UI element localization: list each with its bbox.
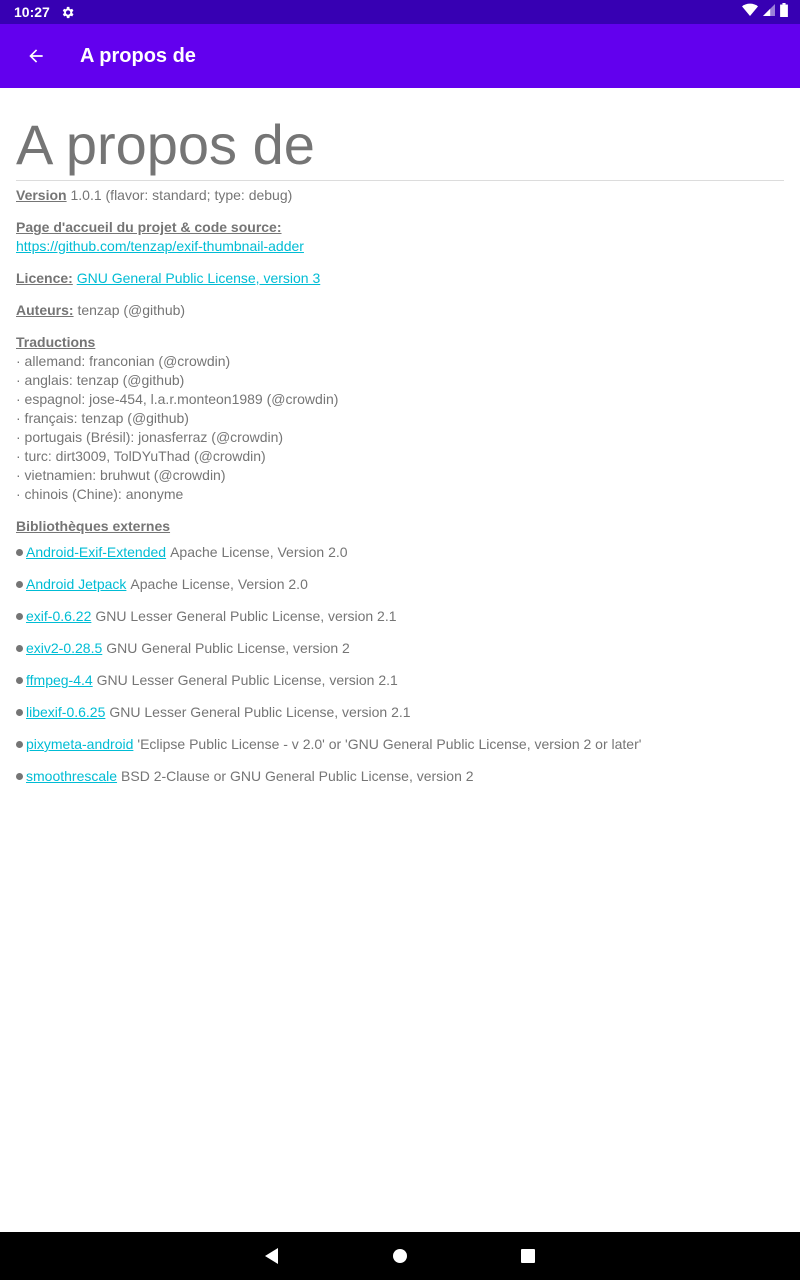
library-license: Apache License, Version 2.0 [170,544,348,560]
homepage-label [16,218,784,237]
library-item [16,536,784,568]
library-license: GNU Lesser General Public License, version 2.1 [95,608,397,624]
battery-icon [780,3,788,22]
arrow-back-icon [26,46,46,66]
bullet-icon [16,741,23,748]
library-link[interactable]: exiv2-0.28.5 [26,640,103,656]
translation-item: · espagnol: jose-454, l.a.r.monteon1989 (@crowdin) [16,391,339,407]
signal-icon [763,3,775,22]
library-item [16,632,784,664]
bullet-icon [16,613,23,620]
translation-item: · chinois (Chine): anonyme [16,486,184,502]
navigation-bar [0,1232,800,1280]
bullet-icon [16,549,23,556]
nav-recents-icon [520,1248,536,1264]
nav-home-button[interactable] [336,1232,464,1280]
licence-row [16,269,784,288]
library-link[interactable]: ffmpeg-4.4 [26,672,93,688]
library-license: BSD 2-Clause or GNU General Public License, version 2 [121,768,474,784]
translation-item: · français: tenzap (@github) [16,410,189,426]
nav-back-button[interactable] [208,1232,336,1280]
nav-recents-button[interactable] [464,1232,592,1280]
bullet-icon [16,645,23,652]
version-value: 1.0.1 (flavor: standard; type: debug) [66,187,293,203]
homepage-label-text: Page d'accueil du projet & code source: [16,219,282,235]
library-link[interactable]: Android-Exif-Extended [26,544,167,560]
authors-label: Auteurs: [16,302,74,318]
nav-home-icon [392,1248,408,1264]
version-row [16,186,784,205]
about-content [16,88,784,792]
translation-item: · anglais: tenzap (@github) [16,372,185,388]
version-label: Version [16,187,67,203]
translations-label: Traductions [16,334,96,350]
library-link[interactable]: smoothrescale [26,768,118,784]
library-item [16,664,784,696]
library-link[interactable]: libexif-0.6.25 [26,704,106,720]
library-item [16,760,784,792]
bullet-icon [16,709,23,716]
library-item [16,728,784,760]
homepage-link[interactable]: https://github.com/tenzap/exif-thumbnail-adder [16,238,304,254]
authors-row [16,301,784,320]
library-link[interactable]: exif-0.6.22 [26,608,92,624]
page-title: A propos de [16,110,784,181]
library-license: Apache License, Version 2.0 [130,576,308,592]
licence-link[interactable]: GNU General Public License, version 3 [76,270,321,286]
library-license: GNU Lesser General Public License, version 2.1 [96,672,398,688]
status-time: 10:27 [14,4,50,20]
library-item [16,568,784,600]
translation-item: · turc: dirt3009, TolDYuThad (@crowdin) [16,448,266,464]
bullet-icon [16,773,23,780]
settings-gear-icon [60,4,76,20]
library-link[interactable]: pixymeta-android [26,736,134,752]
bullet-icon [16,677,23,684]
app-bar-title: A propos de [80,44,196,67]
library-link[interactable]: Android Jetpack [26,576,127,592]
library-license: GNU Lesser General Public License, version 2.1 [109,704,411,720]
library-license: GNU General Public License, version 2 [106,640,350,656]
app-bar [0,24,800,88]
library-item [16,696,784,728]
licence-label: Licence: [16,270,73,286]
authors-value: tenzap (@github) [73,302,186,318]
nav-back-icon [263,1247,281,1265]
wifi-icon [742,3,758,22]
bullet-icon [16,581,23,588]
translation-item: · portugais (Brésil): jonasferraz (@crowdin) [16,429,284,445]
back-button[interactable] [0,24,72,88]
translation-item: · vietnamien: bruhwut (@crowdin) [16,467,226,483]
libraries-label: Bibliothèques externes [16,518,171,534]
library-license: 'Eclipse Public License - v 2.0' or 'GNU General Public License, version 2 or later' [137,736,642,752]
status-bar [0,0,800,24]
translation-item: · allemand: franconian (@crowdin) [16,353,231,369]
library-item [16,600,784,632]
